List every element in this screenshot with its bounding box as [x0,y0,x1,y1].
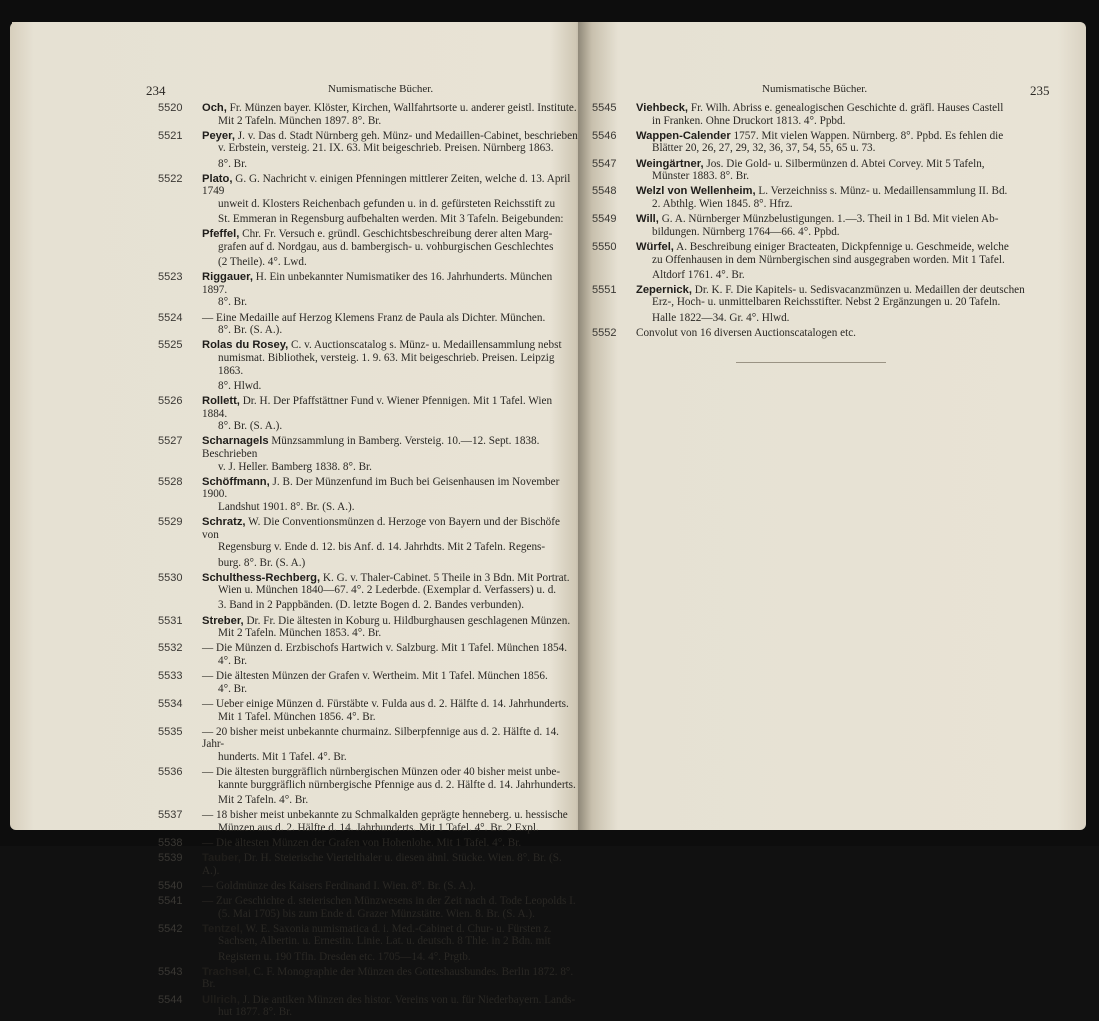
catalog-entry [158,516,578,554]
catalog-entry [158,615,578,640]
catalog-entry [158,599,578,612]
catalog-entry [158,380,578,393]
entry-line-1: — Die ältesten Münzen der Grafen von Hohenlohe. Mit 1 Tafel. 4°. Br. [202,836,522,849]
catalog-entry [158,923,578,948]
entry-number: 5538 [158,836,183,849]
entry-line-1: C. v. Auctionscatalog s. Münz- u. Medaillensammlung nebst [291,339,562,352]
catalog-entry [592,158,1066,183]
entry-line-2: 8°. Br. (S. A.). [218,420,283,433]
entry-author-name: Schulthess-Rechberg, [202,571,321,584]
entry-line-1: K. G. v. Thaler-Cabinet. 5 Theile in 3 Bdn. Mit Portrat. [322,571,570,584]
entry-text [636,241,1066,266]
entry-number: 5521 [158,129,183,142]
entry-line-1: Münzsammlung in Bamberg. Versteig. 10.—12. Sept. 1838. Beschrieben [202,435,540,460]
catalog-entry [592,213,1066,238]
entry-line-1: W. E. Saxonia numismatica d. i. Med.-Cabinet d. Chur- u. Fürsten z. [245,922,552,935]
entry-line-2: bildungen. Nürnberg 1764—66. 4°. Ppbd. [652,225,840,238]
entry-text [636,185,1066,210]
entry-first-line [202,615,570,627]
right-page-number: 235 [1030,83,1050,98]
entry-author-name: Welzl von Wellenheim, [636,185,756,198]
entry-line-2: zu Offenhausen in dem Nürnbergischen sind ausgegraben worden. Mit 1 Tafel. [652,253,1005,266]
entry-number: 5525 [158,339,183,352]
entry-first-line [636,185,1007,197]
entry-first-line [202,726,559,751]
entry-line-2: v. Erbstein, versteig. 21. IX. 63. Mit beigeschrieb. Preisen. Nürnberg 1863. [218,142,554,155]
entry-line-1: Jos. Die Gold- u. Silbermünzen d. Abtei Corvey. Mit 5 Tafeln, [706,157,985,170]
catalog-entry [158,312,578,337]
entry-text [202,395,578,433]
entry-text [202,809,578,834]
entry-number: 5528 [158,475,183,488]
entry-line-1: — Zur Geschichte d. steierischen Münzwesens in der Zeit nach d. Tode Leopolds I. [202,895,576,908]
entry-line-2: Mit 1 Tafel. München 1856. 4°. Br. [218,710,376,723]
entry-text [202,102,578,127]
catalog-entry [158,642,578,667]
entry-first-line [636,102,1003,114]
entry-number: 5534 [158,698,183,710]
entry-first-line [202,966,573,991]
entry-first-line [636,158,985,170]
entry-line-2: Altdorf 1761. 4°. Br. [652,268,745,281]
entry-first-line [202,837,521,849]
entry-number: 5527 [158,435,183,448]
entry-first-line [202,130,578,142]
entry-first-line [202,572,570,584]
entry-text [636,269,1066,282]
entry-text [202,256,578,269]
entry-author-name: Viehbeck, [636,102,689,114]
entry-text [202,476,578,514]
entry-number: 5550 [592,240,617,253]
entry-number: 5552 [592,326,617,339]
entry-author-name: Ullrich, [202,993,240,1006]
entry-text [202,516,578,554]
entry-first-line [202,895,576,907]
entry-number: 5539 [158,852,183,865]
entry-text [202,966,578,991]
entry-number: 5532 [158,642,183,655]
entry-first-line [636,213,998,225]
catalog-entry [158,670,578,695]
entry-number: 5531 [158,614,183,627]
entry-number: 5546 [592,129,617,142]
entry-line-1: — Die ältesten burggräflich nürnbergischen Münzen oder 40 bisher meist unbe- [202,766,561,779]
entry-text [202,951,578,964]
entry-line-2: 2. Abthlg. Wien 1845. 8°. Hfrz. [652,197,793,210]
entry-first-line [636,284,1025,296]
entry-text [202,572,578,597]
entry-author-name: Peyer, [202,129,235,142]
entry-first-line [202,766,560,778]
entry-line-1: A. Beschreibung einiger Bracteaten, Dickpfennige u. Geschmeide, welche [676,240,1009,253]
catalog-entry [592,102,1066,127]
entry-line-2: hut 1877. 8°. Br. [218,1006,293,1019]
entry-line-1: Dr. H. Der Pfaffstättner Fund v. Wiener Pfennigen. Mit 1 Tafel. Wien 1884. [202,395,553,420]
entry-line-2: v. J. Heller. Bamberg 1838. 8°. Br. [218,460,372,473]
entry-number: 5526 [158,395,183,407]
entry-line-1: — Eine Medaille auf Herzog Klemens Franz de Paula als Dichter. München. [202,311,546,324]
entry-text [202,312,578,337]
entry-author-name: Schöffmann, [202,475,270,488]
entry-number: 5543 [158,965,183,978]
entry-text [636,327,1066,340]
catalog-entry [592,185,1066,210]
entry-line-2: 8°. Br. (S. A.). [218,324,283,337]
entry-line-2: Landshut 1901. 8°. Br. (S. A.). [218,500,355,513]
entry-line-2: Wien u. München 1840—67. 4°. 2 Lederbde. (Exemplar d. Verfassers) u. d. [218,584,557,597]
entry-number: 5549 [592,213,617,226]
entry-first-line [202,994,575,1006]
entry-text [202,615,578,640]
entry-line-2: Mit 2 Tafeln. München 1897. 8°. Br. [218,114,382,127]
entry-number: 5542 [158,922,183,935]
catalog-entry [158,435,578,473]
entry-author-name: Schratz, [202,516,246,529]
catalog-entry [158,994,578,1019]
entry-number: 5535 [158,725,183,738]
entry-first-line [202,339,562,351]
entry-author-name: Och, [202,102,227,114]
catalog-entry [592,130,1066,155]
right-page [578,22,1086,830]
entry-number: 5530 [158,571,183,584]
entry-first-line [202,435,539,460]
entry-line-1: Fr. Münzen bayer. Klöster, Kirchen, Wallfahrtsorte u. anderer geistl. Institute. [229,102,577,114]
entry-line-2: grafen auf d. Nordgau, aus d. bambergisch- u. vohburgischen Geschlechtes [218,240,554,253]
entry-number: 5547 [592,157,617,170]
entry-first-line [202,670,548,682]
entry-text [202,557,578,570]
catalog-entry [158,698,578,723]
entry-text [202,726,578,764]
entry-author-name: Streber, [202,614,244,627]
catalog-entry [158,476,578,514]
entry-line-2: Münster 1883. 8°. Br. [652,170,750,183]
catalog-entry [158,395,578,433]
entry-line-1: Chr. Fr. Versuch e. gründl. Geschichtsbeschreibung derer alten Marg- [242,228,553,241]
catalog-entry [158,158,578,171]
entry-number: 5533 [158,670,183,683]
entry-first-line [202,642,567,654]
entry-line-2: St. Emmeran in Regensburg aufbehalten werden. Mit 3 Tafeln. Beigebunden: [218,213,564,226]
entry-line-2: 4°. Br. [218,655,248,668]
entry-author-name: Zepernick, [636,283,692,296]
entry-author-name: Plato, [202,172,233,185]
end-rule [736,362,886,363]
entry-number: 5536 [158,766,183,779]
entry-first-line [202,271,552,296]
entry-line-2: in Franken. Ohne Druckort 1813. 4°. Ppbd. [652,114,846,127]
entry-line-2: burg. 8°. Br. (S. A.) [218,556,306,569]
catalog-entry [158,966,578,991]
entry-text [636,158,1066,183]
entry-line-2: 4°. Br. [218,682,248,695]
entry-line-2: Registern u. 190 Tfln. Dresden etc. 1705—14. 4°. Prgtb. [218,950,471,963]
entry-author-name: Will, [636,213,659,226]
entry-line-1: Fr. Wilh. Abriss e. genealogischen Geschichte d. gräfl. Hauses Castell [690,102,1004,114]
entry-line-2: Erz-, Hoch- u. unmittelbaren Reichsstifter. Nebst 2 Ergänzungen u. 20 Tafeln. [652,296,1001,309]
entry-line-2: Mit 2 Tafeln. 4°. Br. [218,793,309,806]
catalog-entry [158,572,578,597]
catalog-entry [158,557,578,570]
catalog-entry [592,312,1066,325]
entry-line-2: (2 Theile). 4°. Lwd. [218,256,307,269]
entry-text [636,213,1066,238]
entry-author-name: Rollett, [202,395,240,407]
entry-author-name: Pfeffel, [202,228,240,241]
entry-first-line [636,130,1003,142]
entry-number: 5548 [592,185,617,198]
entry-text [202,213,578,226]
entry-text [202,766,578,791]
catalog-entry [158,809,578,834]
left-entry-list [158,102,578,1021]
entry-line-2: 3. Band in 2 Pappbänden. (D. letzte Bogen d. 2. Bandes verbunden). [218,599,525,612]
entry-first-line [202,102,577,114]
entry-first-line [636,327,856,339]
entry-line-1: Dr. H. Steierische Viertelthaler u. diesen ähnl. Stücke. Wien. 8°. Br. (S. A.). [202,852,562,877]
entry-line-1: W. Die Conventionsmünzen d. Herzoge von Bayern und der Bischöfe von [202,516,560,541]
entry-line-2: Blätter 20, 26, 27, 29, 32, 36, 37, 54, 55, 65 u. 73. [652,142,876,155]
entry-author-name: Trachsel, [202,965,251,978]
entry-line-1: G. G. Nachricht v. einigen Pfenningen mittlerer Zeiten, welche d. 13. April 1749 [202,172,571,198]
entry-text [202,642,578,667]
entry-line-1: J. Die antiken Münzen des histor. Vereins von u. für Niederbayern. Lands- [242,993,576,1006]
entry-number: 5544 [158,993,183,1006]
entry-line-2: hunderts. Mit 1 Tafel. 4°. Br. [218,750,347,763]
catalog-entry [592,269,1066,282]
left-page-header: Numismatische Bücher. [328,83,434,95]
entry-number: 5545 [592,102,617,114]
entry-line-2: Halle 1822—34. Gr. 4°. Hlwd. [652,311,790,324]
entry-line-2: (5. Mai 1705) bis zum Ende d. Grazer Münzstätte. Wien. 8. Br. (S. A.). [218,907,535,920]
entry-author-name: Wappen-Calender [636,129,731,142]
entry-first-line [202,698,569,710]
catalog-entry [592,327,1066,340]
entry-first-line [202,516,560,541]
catalog-entry [158,852,578,877]
entry-text [636,102,1066,127]
entry-text [636,130,1066,155]
entry-line-2: Sachsen, Albertin. u. Ernestin. Linie. Lat. u. deutsch. 8 Thle. in 2 Bdn. mit [218,935,551,948]
entry-number: 5520 [158,102,183,114]
entry-first-line [202,476,559,501]
entry-first-line [202,923,551,935]
entry-number: 5523 [158,271,183,284]
entry-number: 5540 [158,879,183,892]
entry-text [202,837,578,850]
entry-text [202,271,578,309]
catalog-entry [158,766,578,791]
left-page-number: 234 [146,83,166,98]
entry-text [202,599,578,612]
entry-text [202,158,578,171]
entry-text [202,380,578,393]
entry-line-1: Dr. K. F. Die Kapitels- u. Sedisvacanzmünzen u. Medaillen der deutschen [694,283,1025,296]
entry-line-2: 8°. Hlwd. [218,379,262,392]
entry-text [202,435,578,473]
entry-line-1: C. F. Monographie der Münzen des Gotteshausbundes. Berlin 1872. 8°. Br. [202,965,574,991]
entry-author-name: Rolas du Rosey, [202,339,289,352]
catalog-entry [158,837,578,850]
entry-text [202,670,578,695]
entry-line-2: Regensburg v. Ende d. 12. bis Anf. d. 14. Jahrhdts. Mit 2 Tafeln. Regens- [218,541,546,554]
entry-line-1: H. Ein unbekannter Numismatiker des 16. Jahrhunderts. München 1897. [202,271,553,296]
entry-text [636,312,1066,325]
catalog-entry [158,895,578,920]
entry-author-name: Tauber, [202,852,241,865]
entry-author-name: Scharnagels [202,435,269,448]
entry-number: 5529 [158,516,183,529]
entry-line-1: G. A. Nürnberger Münzbelustigungen. 1.—3. Theil in 1 Bd. Mit vielen Ab- [661,213,999,226]
catalog-entry [158,102,578,127]
entry-line-2: Münzen aus d. 2. Hälfte d. 14. Jahrhunderts. Mit 1 Tafel. 4°. Br. 2 Expl. [218,821,539,834]
entry-line-1: — Ueber einige Münzen d. Fürstäbte v. Fulda aus d. 2. Hälfte d. 14. Jahrhunderts. [202,698,569,710]
entry-first-line [202,312,545,324]
catalog-entry [592,284,1066,309]
entry-line-1: L. Verzeichniss s. Münz- u. Medaillensammlung II. Bd. [758,185,1008,198]
entry-text [202,852,578,877]
entry-author-name: Riggauer, [202,271,253,284]
catalog-entry [158,130,578,155]
entry-text [202,794,578,807]
entry-line-2: 8°. Br. [218,296,248,309]
entry-number: 5522 [158,172,183,185]
catalog-entry [158,173,578,211]
entry-first-line [202,852,562,877]
entry-line-1: — Die Münzen d. Erzbischofs Hartwich v. Salzburg. Mit 1 Tafel. München 1854. [202,642,568,655]
catalog-entry [158,339,578,377]
catalog-entry [158,256,578,269]
catalog-entry [158,228,578,253]
entry-number: 5524 [158,311,183,324]
catalog-entry [158,794,578,807]
entry-first-line [202,395,552,420]
entry-line-1: — Die ältesten Münzen der Grafen v. Wertheim. Mit 1 Tafel. München 1856. [202,670,548,683]
entry-line-1: — 20 bisher meist unbekannte churmainz. Silberpfennige aus d. 2. Hälfte d. 14. Jahr- [202,725,559,751]
entry-first-line [202,228,552,240]
catalog-entry [592,241,1066,266]
entry-first-line [636,241,1009,253]
entry-text [202,173,578,211]
left-page [10,22,584,1019]
right-page-header: Numismatische Bücher. [762,83,868,95]
entry-line-1: J. v. Das d. Stadt Nürnberg geh. Münz- und Medaillen-Cabinet, beschrieben [237,129,578,142]
entry-line-2: numismat. Bibliothek, versteig. 1. 9. 63. Mit beigeschrieb. Preisen. Leipzig 1863. [218,352,555,377]
entry-line-1: J. B. Der Münzenfund im Buch bei Geisenhausen im November 1900. [202,475,560,501]
entry-text [202,994,578,1019]
entry-line-1: Dr. Fr. Die ältesten in Koburg u. Hildburghausen geschlagenen Münzen. [246,614,571,627]
entry-line-2: kannte burggräflich nürnbergische Pfennige aus d. 2. Hälfte d. 14. Jahrhunderts. [218,778,576,791]
entry-first-line [202,809,568,821]
entry-text [202,228,578,253]
entry-line-2: unweit d. Klosters Reichenbach gefunden u. in d. gefürsteten Reichsstift zu [218,197,556,210]
catalog-entry [158,213,578,226]
entry-number: 5541 [158,895,183,908]
catalog-entry [158,880,578,893]
entry-line-1: Convolut von 16 diversen Auctionscatalogen etc. [636,326,856,339]
entry-text [202,130,578,155]
entry-first-line [202,880,476,892]
entry-author-name: Tentzel, [202,922,243,935]
entry-first-line [202,173,570,198]
entry-text [202,880,578,893]
entry-number: 5537 [158,809,183,822]
entry-author-name: Weingärtner, [636,157,704,170]
entry-text [202,698,578,723]
entry-text [636,284,1066,309]
entry-line-1: 1757. Mit vielen Wappen. Nürnberg. 8°. Ppbd. Es fehlen die [733,129,1004,142]
entry-text [202,923,578,948]
entry-author-name: Würfel, [636,240,674,253]
entry-text [202,895,578,920]
catalog-entry [158,726,578,764]
entry-line-1: — 18 bisher meist unbekannte zu Schmalkalden geprägte henneberg. u. hessische [202,809,568,822]
entry-line-2: 8°. Br. [218,157,248,170]
right-entry-list [592,102,1066,342]
catalog-entry [158,271,578,309]
catalog-entry [158,951,578,964]
entry-line-1: — Goldmünze des Kaisers Ferdinand I. Wien. 8°. Br. (S. A.). [202,879,476,892]
entry-text [202,339,578,377]
entry-line-2: Mit 2 Tafeln. München 1853. 4°. Br. [218,627,382,640]
entry-number: 5551 [592,283,617,296]
